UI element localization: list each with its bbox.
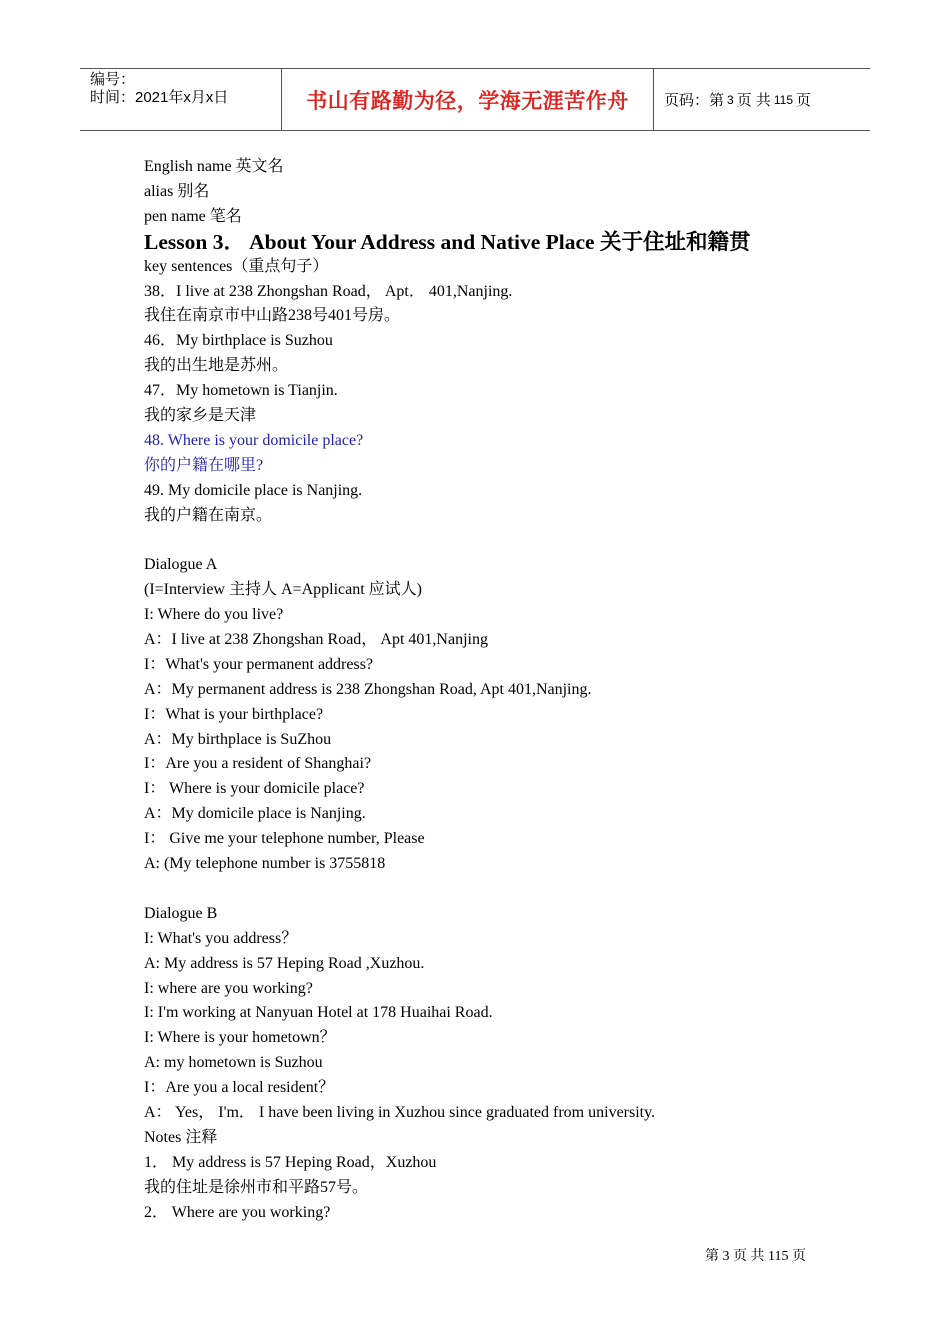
text-line: I: Where do you live? xyxy=(144,606,284,624)
text-line: Notes 注释 xyxy=(144,1128,218,1146)
text-line: 49. My domicile place is Nanjing. xyxy=(144,481,363,499)
text-line: pen name 笔名 xyxy=(144,207,242,225)
text-line: 2． Where are you working? xyxy=(144,1203,331,1221)
blank-line xyxy=(144,877,844,902)
text-line: 我的住址是徐州市和平路57号。 xyxy=(144,1178,369,1196)
text-line: 我住在南京市中山路238号401号房。 xyxy=(144,307,401,325)
text-line: I：What's your permanent address? xyxy=(144,655,374,673)
page-suffix: 页 xyxy=(796,92,812,109)
page-total: 115 xyxy=(773,92,794,107)
lesson-title: Lesson 3． About Your Address and Native Place 关于住址和籍贯 xyxy=(144,229,751,254)
page-mid: 页 共 xyxy=(736,92,771,109)
text-line: I: where are you working? xyxy=(144,979,313,997)
page-number: 3 xyxy=(727,92,734,107)
text-line: Dialogue B xyxy=(144,904,218,922)
header-meta xyxy=(80,69,282,130)
text-line: Dialogue A xyxy=(144,556,218,574)
text-line: 我的家乡是天津 xyxy=(144,407,257,425)
text-line: 1． My address is 57 Heping Road，Xuzhou xyxy=(144,1153,437,1171)
text-line: key sentences（重点句子） xyxy=(144,257,329,275)
text-line: I：Are you a resident of Shanghai? xyxy=(144,755,372,773)
text-line: 48. Where is your domicile place? xyxy=(144,431,364,449)
text-line: I： Where is your domicile place? xyxy=(144,780,365,798)
text-line: English name 英文名 xyxy=(144,158,284,175)
text-line: A：I live at 238 Zhongshan Road， Apt 401,Nanjing xyxy=(144,631,488,649)
page-footer: 第 3 页 共 115 页 xyxy=(705,1249,806,1264)
text-line: 38．I live at 238 Zhongshan Road， Apt． 401,Nanjing. xyxy=(144,282,513,300)
page-prefix: 页码：第 xyxy=(664,92,725,109)
document-number-label: 编号： xyxy=(90,71,136,88)
text-line: 我的出生地是苏州。 xyxy=(144,357,289,375)
text-line: I: Where is your hometown？ xyxy=(144,1029,336,1047)
page-header xyxy=(80,68,870,131)
text-line: A: my hometown is Suzhou xyxy=(144,1054,323,1072)
text-line: I： Give me your telephone number, Please xyxy=(144,830,425,848)
text-line: A: (My telephone number is 3755818 xyxy=(144,855,386,873)
text-line: A：My domicile place is Nanjing. xyxy=(144,805,366,823)
text-line: I: I'm working at Nanyuan Hotel at 178 Huaihai Road. xyxy=(144,1004,493,1022)
text-line: alias 别名 xyxy=(144,182,210,200)
document-time: 时间：2021年x月x日 xyxy=(90,89,229,106)
text-line: A： Yes， I'm． I have been living in Xuzhou since graduated from university. xyxy=(144,1103,656,1121)
text-line: I: What's you address？ xyxy=(144,929,298,947)
text-line: 我的户籍在南京。 xyxy=(144,506,273,524)
text-line: 47．My hometown is Tianjin. xyxy=(144,382,338,400)
text-line: I：What is your birthplace? xyxy=(144,705,324,723)
text-line: (I=Interview 主持人 A=Applicant 应试人) xyxy=(144,581,422,599)
header-page-info xyxy=(654,69,870,130)
blank-line xyxy=(144,528,844,553)
text-line: 你的户籍在哪里? xyxy=(144,456,264,474)
header-motto-cell xyxy=(282,69,654,130)
text-line: A: My address is 57 Heping Road ,Xuzhou. xyxy=(144,954,425,972)
text-line: 46．My birthplace is Suzhou xyxy=(144,332,333,350)
text-line: A：My birthplace is SuZhou xyxy=(144,730,332,748)
text-line: I：Are you a local resident？ xyxy=(144,1079,335,1097)
document-body xyxy=(144,155,844,1225)
header-motto: 书山有路勤为径，学海无涯苦作舟 xyxy=(306,88,629,113)
text-line: A：My permanent address is 238 Zhongshan Road, Apt 401,Nanjing. xyxy=(144,680,592,698)
